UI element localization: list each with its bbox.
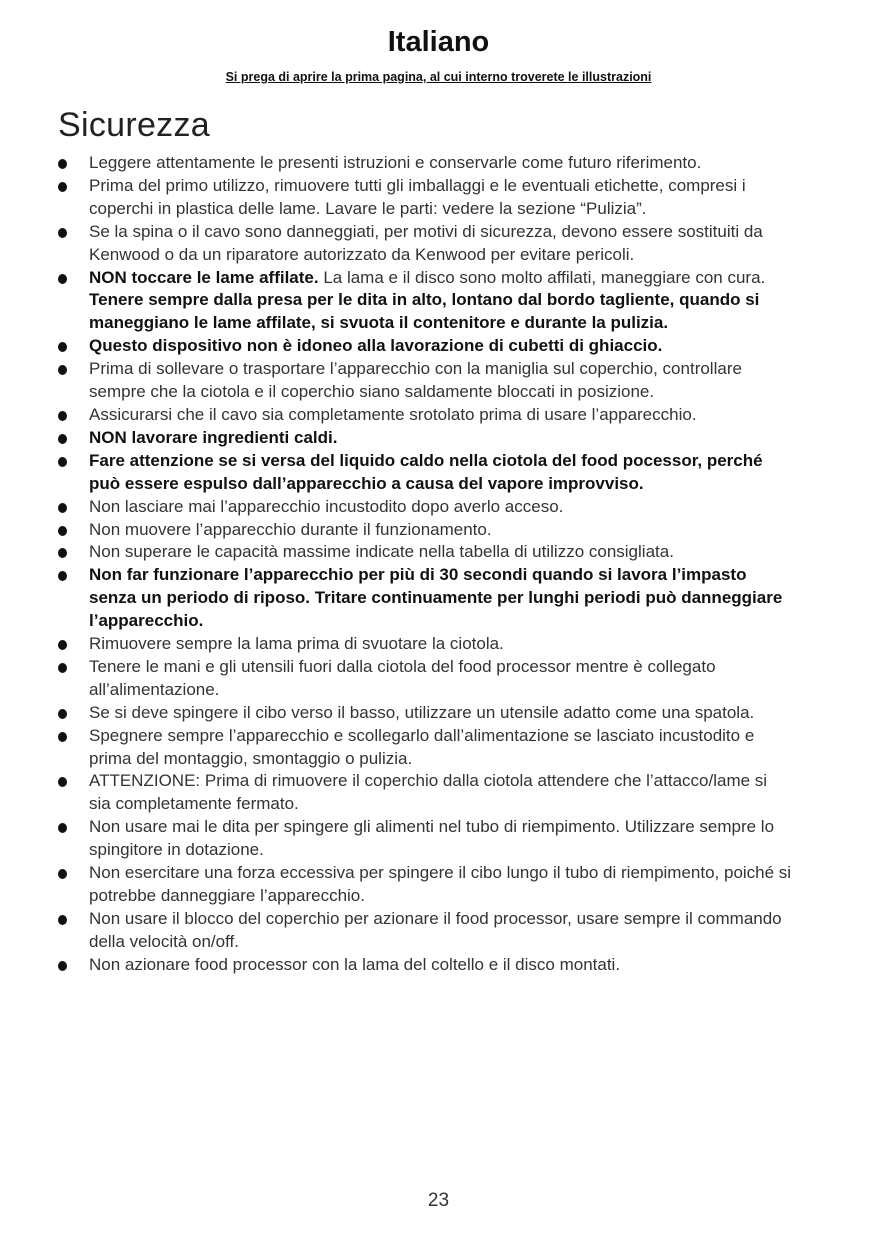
bullet-icon	[58, 548, 67, 558]
safety-item	[58, 954, 793, 977]
item-text: Non superare le capacità massime indicate nella tabella di utilizzo consigliata.	[89, 542, 674, 562]
bold-text: Tenere sempre dalla presa per le dita in alto, lontano dal bordo tagliente, quando si maneggiano le lame affilate, si svuota il contenitore e durante la pulizia.	[89, 290, 760, 333]
safety-item	[58, 427, 793, 450]
bullet-icon	[58, 434, 67, 444]
section-title: Sicurezza	[58, 106, 210, 144]
bold-text: NON toccare le lame affilate.	[89, 267, 319, 287]
bold-text: NON lavorare ingredienti caldi.	[89, 427, 338, 447]
item-text: Se si deve spingere il cibo verso il basso, utilizzare un utensile adatto come una spatola.	[89, 702, 755, 722]
bullet-icon	[58, 365, 67, 375]
safety-item	[58, 496, 793, 519]
safety-item	[58, 152, 793, 175]
safety-item	[58, 725, 793, 771]
safety-item	[58, 862, 793, 908]
safety-item	[58, 450, 793, 496]
safety-item	[58, 770, 793, 816]
safety-item	[58, 519, 793, 542]
safety-item	[58, 633, 793, 656]
bullet-icon	[58, 732, 67, 742]
safety-list	[58, 152, 793, 977]
item-text: Prima del primo utilizzo, rimuovere tutti gli imballaggi e le eventuali etichette, compresi i coperchi in plastica delle lame. Lavare le parti: vedere la sezione “Pulizia”.	[89, 175, 746, 218]
bullet-icon	[58, 869, 67, 879]
safety-item	[58, 702, 793, 725]
safety-item	[58, 267, 793, 336]
bullet-icon	[58, 159, 67, 169]
bullet-icon	[58, 571, 67, 581]
safety-item	[58, 656, 793, 702]
item-text: Spegnere sempre l’apparecchio e scollegarlo dall’alimentazione se lasciato incustodito e prima del montaggio, smontaggio o pulizia.	[89, 725, 755, 768]
bullet-icon	[58, 915, 67, 925]
item-text: Prima di sollevare o trasportare l’apparecchio con la maniglia sul coperchio, controllare sempre che la ciotola e il coperchio siano saldamente bloccati in posizione.	[89, 359, 742, 402]
safety-item	[58, 221, 793, 267]
bullet-icon	[58, 457, 67, 467]
bullet-icon	[58, 411, 67, 421]
safety-item	[58, 541, 793, 564]
bullet-icon	[58, 777, 67, 787]
item-text: Non usare mai le dita per spingere gli alimenti nel tubo di riempimento. Utilizzare sempre lo spingitore in dotazione.	[89, 817, 775, 860]
bullet-icon	[58, 274, 67, 284]
bullet-icon	[58, 663, 67, 673]
safety-item	[58, 908, 793, 954]
bullet-icon	[58, 228, 67, 238]
safety-item	[58, 335, 793, 358]
item-text: Non usare il blocco del coperchio per azionare il food processor, usare sempre il commando della velocità on/off.	[89, 908, 782, 951]
item-text: Rimuovere sempre la lama prima di svuotare la ciotola.	[89, 634, 504, 654]
item-text: Non esercitare una forza eccessiva per spingere il cibo lungo il tubo di riempimento, poiché si potrebbe danneggiare l’apparecchio.	[89, 863, 792, 905]
bullet-icon	[58, 709, 67, 719]
illustrations-instruction: Si prega di aprire la prima pagina, al cui interno troverete le illustrazioni	[225, 70, 652, 84]
item-text: Assicurarsi che il cavo sia completamente srotolato prima di usare l’apparecchio.	[89, 404, 697, 424]
item-text: Tenere le mani e gli utensili fuori dalla ciotola del food processor mentre è collegato all’alimentazione.	[89, 656, 716, 699]
item-text: Non lasciare mai l’apparecchio incustodito dopo averlo acceso.	[89, 496, 564, 516]
safety-item	[58, 358, 793, 404]
bullet-icon	[58, 503, 67, 513]
language-heading: Italiano	[387, 26, 490, 58]
bullet-icon	[58, 961, 67, 971]
bold-text: Questo dispositivo non è idoneo alla lavorazione di cubetti di ghiaccio.	[89, 336, 663, 356]
bold-text: Fare attenzione se si versa del liquido caldo nella ciotola del food pocessor, perché può essere espulso dall’apparecchio a causa del vapore improvviso.	[89, 450, 763, 493]
item-text: ATTENZIONE: Prima di rimuovere il coperchio dalla ciotola attendere che l’attacco/lame si sia completamente fermato.	[89, 771, 768, 814]
bullet-icon	[58, 640, 67, 650]
bullet-icon	[58, 342, 67, 352]
safety-item	[58, 404, 793, 427]
bold-text: Non far funzionare l’apparecchio per più di 30 secondi quando si lavora l’impasto senza un periodo di riposo. Tritare continuamente per lunghi periodi può danneggiare l’apparecchio.	[89, 565, 783, 631]
bullet-icon	[58, 182, 67, 192]
page-number: 23	[427, 1190, 450, 1211]
safety-item	[58, 175, 793, 221]
safety-item	[58, 816, 793, 862]
item-text: Leggere attentamente le presenti istruzioni e conservarle come futuro riferimento.	[89, 153, 702, 172]
bullet-icon	[58, 823, 67, 833]
item-text: Non azionare food processor con la lama del coltello e il disco montati.	[89, 954, 621, 974]
bullet-icon	[58, 526, 67, 536]
safety-item	[58, 564, 793, 633]
item-text: Se la spina o il cavo sono danneggiati, per motivi di sicurezza, devono essere sostituiti da Kenwood o da un riparatore autorizzato da Kenwood per evitare pericoli.	[89, 221, 763, 264]
item-text: Non muovere l’apparecchio durante il funzionamento.	[89, 519, 492, 539]
item-text: La lama e il disco sono molto affilati, maneggiare con cura.	[318, 267, 766, 287]
